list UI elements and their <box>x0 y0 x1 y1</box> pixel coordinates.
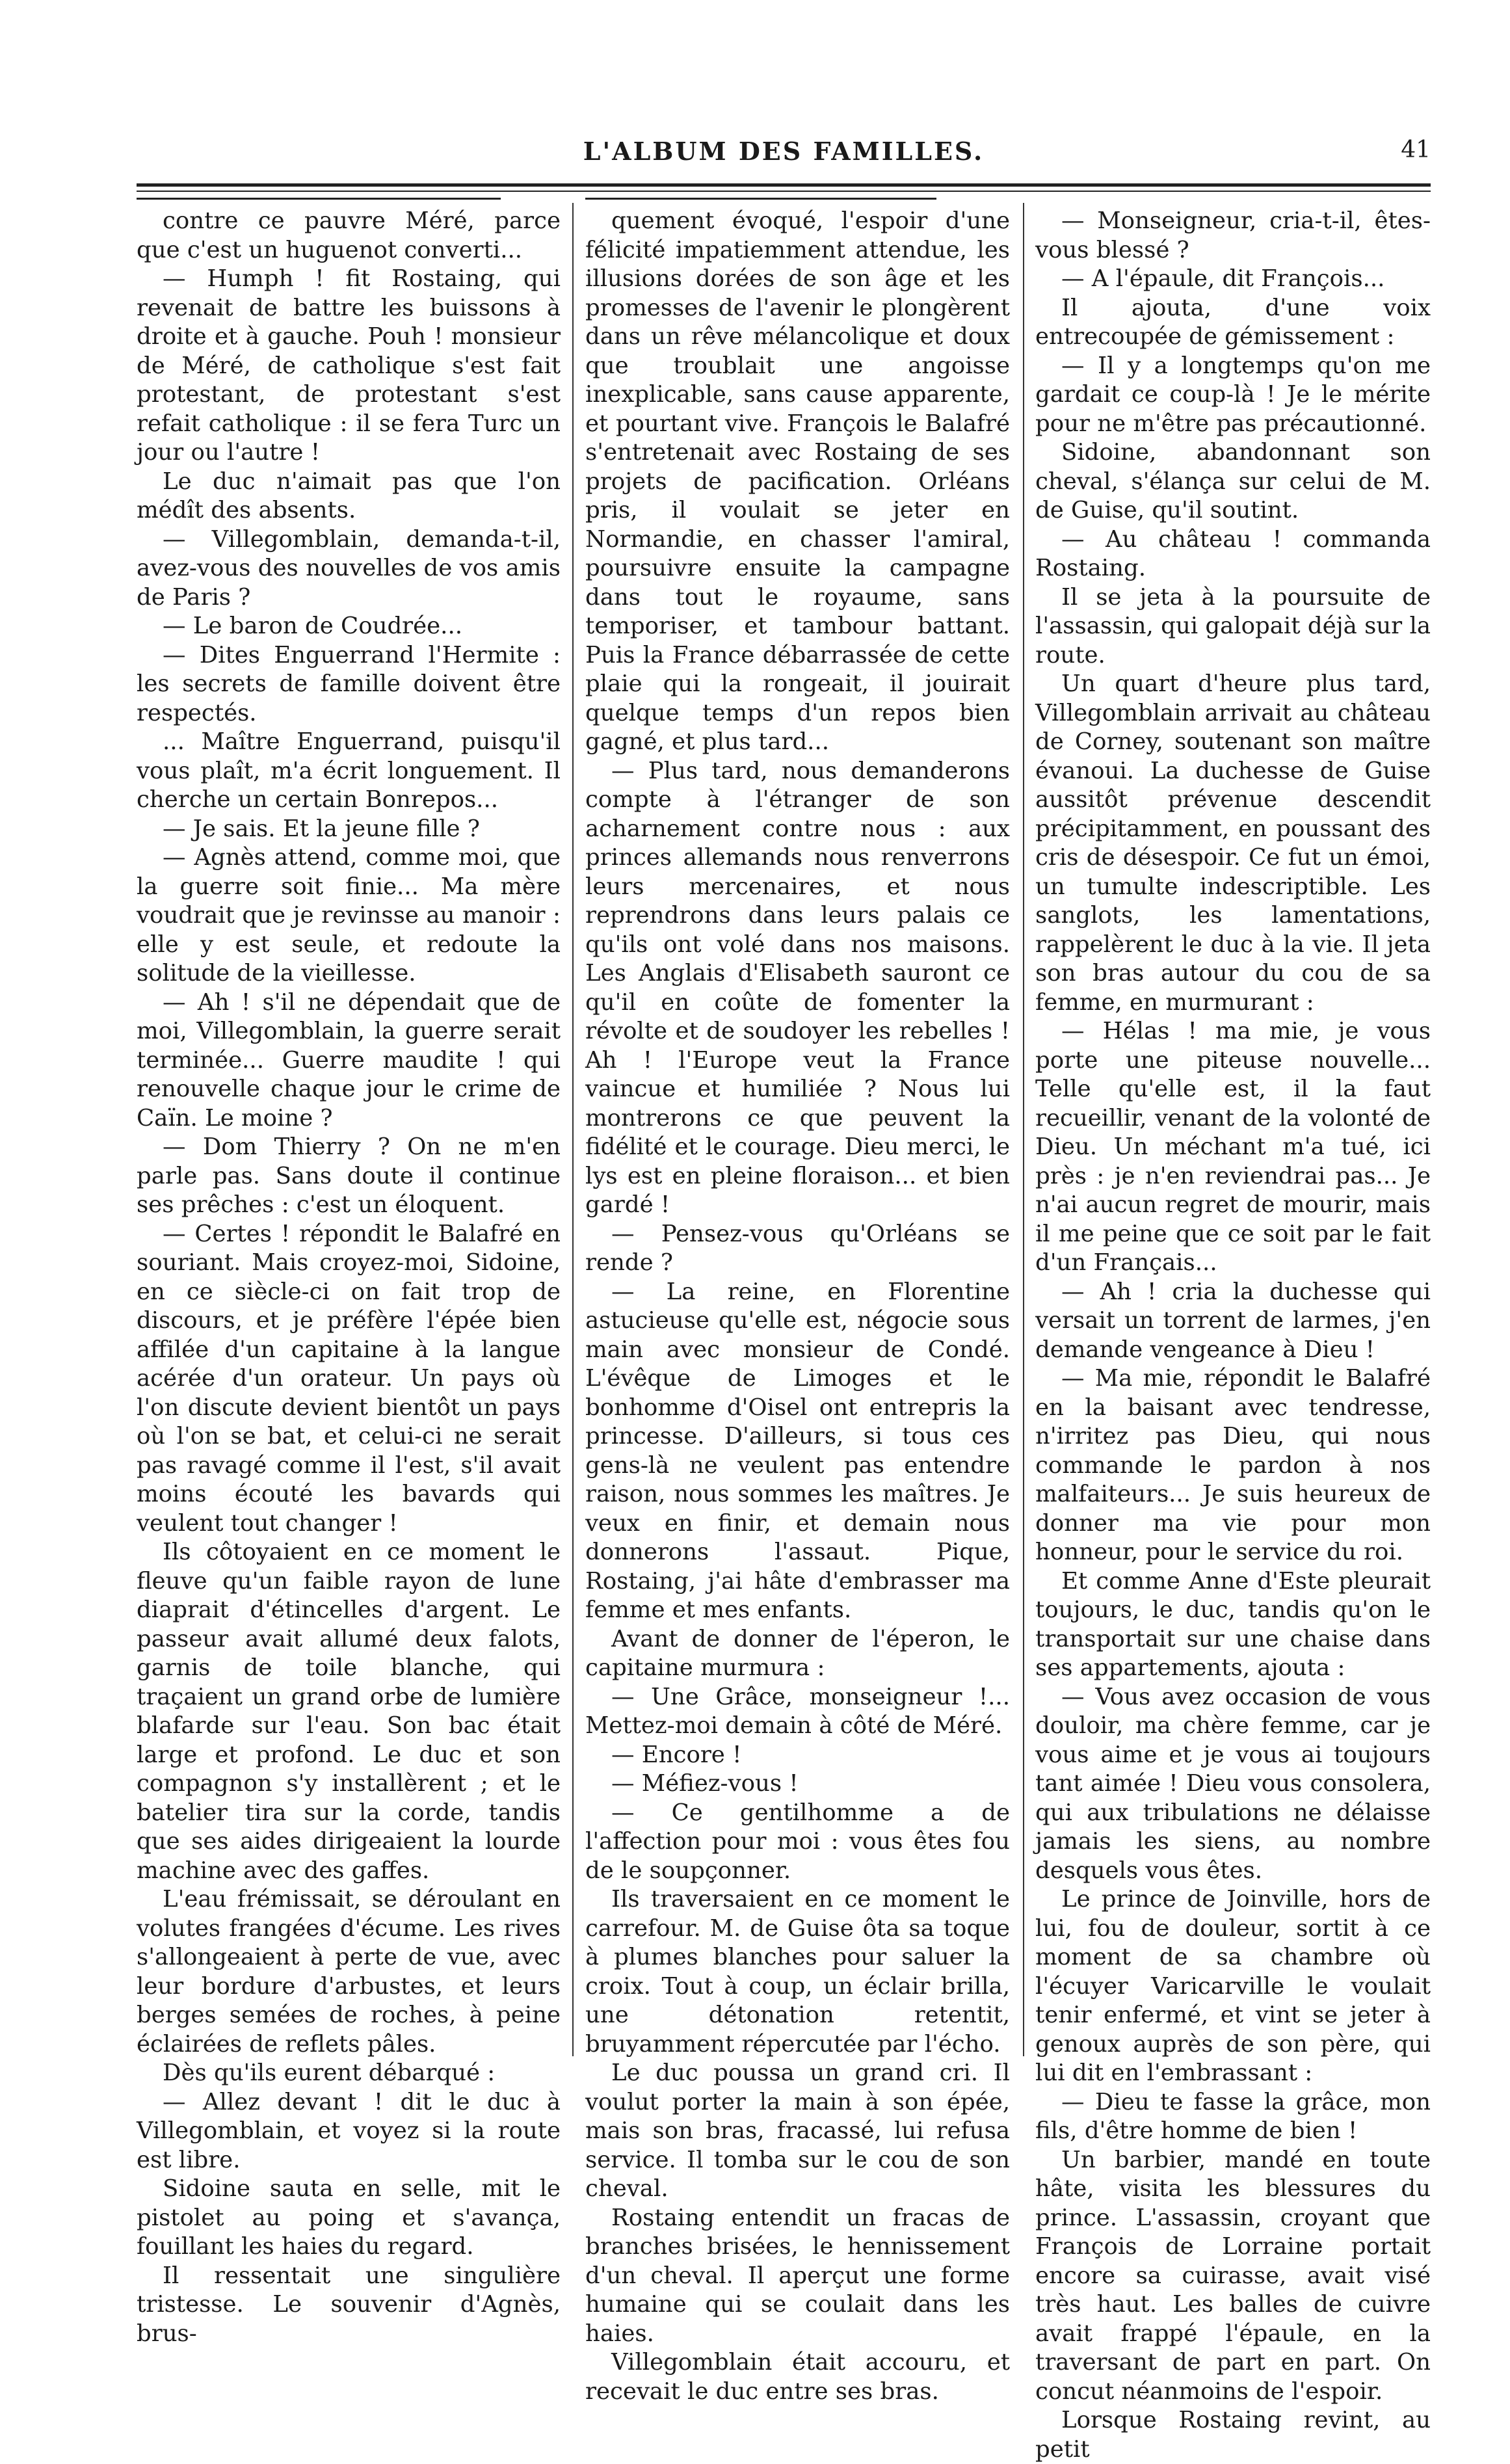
page-title: L'ALBUM DES FAMILLES. <box>583 137 985 166</box>
paragraph: — Une Grâce, monseigneur !... Mettez-moi demain à côté de Méré. <box>585 1683 1010 1739</box>
paragraph: Rostaing entendit un fracas de branches brisées, le hennissement d'un cheval. Il aperçut une forme humaine qui se coulait dans les haies. <box>585 2204 1010 2347</box>
paragraph: — Encore ! <box>611 1741 742 1768</box>
page-number: 41 <box>1401 137 1431 163</box>
paragraph: — Allez devant ! dit le duc à Villegomblain, et voyez si la route est libre. <box>137 2088 561 2173</box>
paragraph: Le prince de Joinville, hors de lui, fou de douleur, sortit à ce moment de sa chambre où l'écuyer Varicarville le voulait tenir enfermé, et vint se jeter à genoux auprès de son père, qui lui dit en l'embrassant : <box>1035 1886 1431 2086</box>
paragraph: Il ajouta, d'une voix entrecoupée de gémissement : <box>1035 294 1431 350</box>
paragraph: — Dom Thierry ? On ne m'en parle pas. Sans doute il continue ses prêches : c'est un éloquent. <box>137 1133 561 1218</box>
paragraph: Sidoine sauta en selle, mit le pistolet au poing et s'avança, fouillant les haies du regard. <box>137 2175 561 2260</box>
paragraph: Le duc poussa un grand cri. Il voulut porter la main à son épée, mais son bras, fracassé, lui refusa service. Il tomba sur le cou de son cheval. <box>585 2060 1010 2202</box>
paragraph: ... Maître Enguerrand, puisqu'il vous plaît, m'a écrit longuement. Il cherche un certain Bonrepos... <box>137 728 561 813</box>
paragraph: — Monseigneur, cria-t-il, êtes-vous blessé ? <box>1035 207 1431 263</box>
paragraph: Le duc n'aimait pas que l'on médît des absents. <box>137 468 561 523</box>
column-divider <box>572 203 574 2056</box>
paragraph: — Villegomblain, demanda-t-il, avez-vous des nouvelles de vos amis de Paris ? <box>137 525 561 611</box>
paragraph: Ils côtoyaient en ce moment le fleuve qu'un faible rayon de lune diaprait d'étincelles d'argent. Le passeur avait allumé deux falots, garnis de toile blanche, qui traçaient un grand orbe de lumière blafarde sur l'eau. Son bac était large et profond. Le duc et son compagnon s'y installèrent ; et le batelier tira sur la corde, tandis que ses aides dirigeaient la lourde machine avec des gaffes. <box>137 1539 561 1884</box>
paragraph: Un quart d'heure plus tard, Villegomblain arrivait au château de Corney, soutenant son maître évanoui. La duchesse de Guise aussitôt prévenue descendit précipitamment, en poussant des cris de désespoir. Ce fut un émoi, un tumulte indescriptible. Les sanglots, les lamentations, rappelèrent le duc à la vie. Il jeta son bras autour du cou de sa femme, en murmurant : <box>1035 670 1431 1016</box>
paragraph: — Vous avez occasion de vous douloir, ma chère femme, car je vous aime et je vous ai toujours tant aimée ! Dieu vous consolera, qui aux tribulations ne délaisse jamais les siens, au nombre desquels vous êtes. <box>1035 1683 1431 1884</box>
paragraph: — Ma mie, répondit le Balafré en la baisant avec tendresse, n'irritez pas Dieu, qui nous commande le pardon à nos malfaiteurs... Je suis heureux de donner ma vie pour mon honneur, pour le service du roi. <box>1035 1365 1431 1565</box>
paragraph: Avant de donner de l'éperon, le capitaine murmura : <box>585 1625 1010 1681</box>
column-top-rule <box>137 198 501 200</box>
paragraph: — Au château ! commanda Rostaing. <box>1035 525 1431 581</box>
column-top-rule <box>585 198 936 200</box>
paragraph: Il se jeta à la poursuite de l'assassin, qui galopait déjà sur la route. <box>1035 583 1431 669</box>
paragraph: Sidoine, abandonnant son cheval, s'élança sur celui de M. de Guise, qu'il soutint. <box>1035 439 1431 523</box>
header-rule-thick <box>137 183 1431 187</box>
paragraph: — Plus tard, nous demanderons compte à l'étranger de son acharnement contre nous : aux princes allemands nous renverrons leurs mercenaires, et nous reprendrons dans leurs palais ce qu'ils ont volé dans nos maisons. Les Anglais d'Elisabeth sauront ce qu'il en coûte de fomenter la révolte et de soudoyer les rebelles ! Ah ! l'Europe veut la France vaincue et humiliée ? Nous lui montrerons ce que peuvent la fidélité et le courage. Dieu merci, le lys est en pleine floraison... et bien gardé ! <box>585 757 1010 1218</box>
paragraph: Il ressentait une singulière tristesse. Le souvenir d'Agnès, brus- <box>137 2262 561 2347</box>
paragraph: — Agnès attend, comme moi, que la guerre soit finie... Ma mère voudrait que je revinsse au manoir : elle y est seule, et redoute la solitude de la vieillesse. <box>137 844 561 987</box>
paragraph: — Certes ! répondit le Balafré en souriant. Mais croyez-moi, Sidoine, en ce siècle-ci on fait trop de discours, et je préfère l'épée bien affilée d'un capitaine à la langue acérée d'un orateur. Un pays où l'on discute devient bientôt un pays où l'on se bat, et celui-ci ne serait pas ravagé comme il l'est, s'il avait moins écouté les bavards qui veulent tout changer ! <box>137 1220 561 1537</box>
paragraph: — Le baron de Coudrée... <box>163 613 463 639</box>
paragraph: — A l'épaule, dit François... <box>1061 265 1385 292</box>
paragraph: — Pensez-vous qu'Orléans se rende ? <box>585 1220 1010 1276</box>
paragraph: Et comme Anne d'Este pleurait toujours, le duc, tandis qu'on le transportait sur une chaise dans ses appartements, ajouta : <box>1035 1567 1431 1681</box>
paragraph: contre ce pauvre Méré, parce que c'est un huguenot converti... <box>137 207 561 263</box>
text-column-1 <box>137 207 561 2347</box>
paragraph: — Ah ! s'il ne dépendait que de moi, Villegomblain, la guerre serait terminée... Guerre maudite ! qui renouvelle chaque jour le crime de Caïn. Le moine ? <box>137 988 561 1132</box>
paragraph: — Dites Enguerrand l'Hermite : les secrets de famille doivent être respectés. <box>137 641 561 726</box>
text-column-3 <box>1035 207 1431 2463</box>
paragraph: Villegomblain était accouru, et recevait le duc entre ses bras. <box>585 2349 1010 2405</box>
paragraph: Ils traversaient en ce moment le carrefour. M. de Guise ôta sa toque à plumes blanches pour saluer la croix. Tout à coup, un éclair brilla, une détonation retentit, bruyamment répercutée par l'écho. <box>585 1886 1010 2058</box>
column-divider <box>1023 203 1024 2056</box>
paragraph: — Humph ! fit Rostaing, qui revenait de battre les buissons à droite et à gauche. Pouh ! monsieur de Méré, de catholique s'est fait protestant, de protestant s'est refait catholique : il se fera Turc un jour ou l'autre ! <box>137 265 561 466</box>
paragraph: — La reine, en Florentine astucieuse qu'elle est, négocie sous main avec monsieur de Condé. L'évêque de Limoges et le bonhomme d'Oisel ont entrepris la princesse. D'ailleurs, si tous ces gens-là ne veulent pas entendre raison, nous sommes les maîtres. Je veux en finir, et demain nous donnerons l'assaut. Pique, Rostaing, j'ai hâte d'embrasser ma femme et mes enfants. <box>585 1278 1010 1623</box>
paragraph: Lorsque Rostaing revint, au petit <box>1035 2407 1431 2463</box>
paragraph: Dès qu'ils eurent débarqué : <box>163 2060 496 2086</box>
paragraph: — Je sais. Et la jeune fille ? <box>163 815 480 842</box>
paragraph: L'eau frémissait, se déroulant en volutes frangées d'écume. Les rives s'allongeaient à perte de vue, avec leur bordure d'arbustes, et leurs berges semées de roches, à peine éclairées de reflets pâles. <box>137 1886 561 2058</box>
paragraph: — Méfiez-vous ! <box>611 1770 799 1797</box>
paragraph: Un barbier, mandé en toute hâte, visita les blessures du prince. L'assassin, croyant que François de Lorraine portait encore sa cuirasse, avait visé très haut. Les balles de cuivre avait frappé l'épaule, en la traversant de part en part. On concut néanmoins de l'espoir. <box>1035 2146 1431 2405</box>
paragraph: — Hélas ! ma mie, je vous porte une piteuse nouvelle... Telle qu'elle est, il la faut recueillir, venant de la volonté de Dieu. Un méchant m'a tué, ici près : je n'en reviendrai pas... Je n'ai aucun regret de mourir, mais il me peine que ce soit par le fait d'un Français... <box>1035 1018 1431 1276</box>
paragraph: — Ce gentilhomme a de l'affection pour moi : vous êtes fou de le soupçonner. <box>585 1799 1010 1884</box>
running-head <box>137 137 1431 176</box>
paragraph: — Il y a longtemps qu'on me gardait ce coup-là ! Je le mérite pour ne m'être pas précautionné. <box>1035 352 1431 437</box>
paragraph: — Dieu te fasse la grâce, mon fils, d'être homme de bien ! <box>1035 2088 1431 2144</box>
text-column-2 <box>585 207 1010 2405</box>
paragraph: — Ah ! cria la duchesse qui versait un torrent de larmes, j'en demande vengeance à Dieu ! <box>1035 1278 1431 1363</box>
paragraph: quement évoqué, l'espoir d'une félicité impatiemment attendue, les illusions dorées de son âge et les promesses de l'avenir le plongèrent dans un rêve mélancolique et doux que troublait une angoisse inexplicable, sans cause apparente, et pourtant vive. François le Balafré s'entretenait avec Rostaing de ses projets de pacification. Orléans pris, il voulait se jeter en Normandie, en chasser l'amiral, poursuivre ensuite la campagne dans tout le royaume, sans temporiser, et tambour battant. Puis la France débarrassée de cette plaie qui la rongeait, il jouirait quelque temps d'un repos bien gagné, et plus tard... <box>585 207 1010 755</box>
header-rule-thin <box>137 191 1431 192</box>
